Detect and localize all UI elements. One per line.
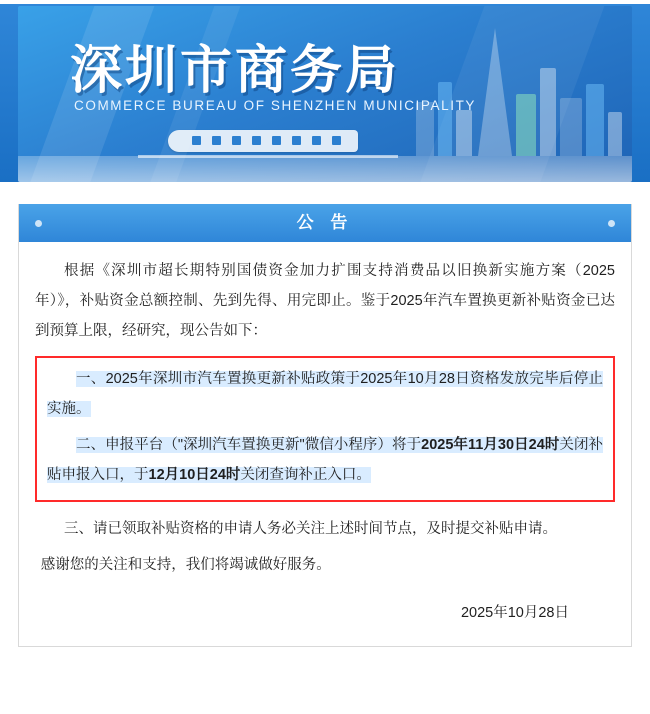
building-shape bbox=[456, 110, 472, 156]
train-window bbox=[232, 136, 241, 145]
building-shape bbox=[540, 68, 556, 156]
notice-thanks: 感谢您的关注和支持，我们将竭诚做好服务。 bbox=[40, 557, 331, 573]
item-2-part-e: 关闭查询补正入口。 bbox=[240, 467, 371, 483]
building-shape bbox=[438, 82, 452, 156]
banner-background bbox=[18, 6, 632, 182]
notice-item-3: 三、请已领取补贴资格的申请人务必关注上述时间节点，及时提交补贴申请。 bbox=[64, 521, 557, 537]
item-1-suffix: 资格发放完毕后停止实施。 bbox=[47, 371, 604, 417]
train-window bbox=[212, 136, 221, 145]
banner-subtitle: COMMERCE BUREAU OF SHENZHEN MUNICIPALITY bbox=[74, 98, 477, 113]
item-2-part-c: 关闭补贴申报入口，于 bbox=[47, 437, 604, 483]
notice-item-1 bbox=[47, 364, 603, 424]
item-2-deadline-2: 12月10日24时 bbox=[148, 467, 241, 483]
building-shape bbox=[586, 84, 604, 156]
decorative-dot-right bbox=[608, 220, 615, 227]
banner-ground bbox=[18, 156, 632, 182]
decorative-dot-left bbox=[35, 220, 42, 227]
page-content bbox=[0, 204, 650, 647]
notice-title: 公 告 bbox=[296, 213, 354, 232]
notice-date: 2025年10月28日 bbox=[460, 605, 569, 621]
item-1-prefix: 一、2025年深圳市汽车置换更新补贴政策于 bbox=[76, 371, 361, 387]
ping-an-tower-shape bbox=[478, 28, 512, 156]
rail-line bbox=[138, 155, 398, 158]
building-shape bbox=[608, 112, 622, 156]
train-window bbox=[272, 136, 281, 145]
train-window bbox=[332, 136, 341, 145]
train-window bbox=[292, 136, 301, 145]
notice-item-2 bbox=[47, 430, 603, 490]
highlighted-section bbox=[35, 356, 615, 502]
train-window bbox=[312, 136, 321, 145]
notice-paragraph-intro: 根据《深圳市超长期特别国债资金加力扩围支持消费品以旧换新实施方案（2025年）》，补贴资金总额控制、先到先得、用完即止。鉴于2025年汽车置换更新补贴资金已达到预算上限，经研究，现公告如下： bbox=[35, 263, 615, 339]
building-shape bbox=[560, 98, 582, 156]
notice-card bbox=[18, 204, 632, 647]
train-window bbox=[252, 136, 261, 145]
notice-header bbox=[19, 204, 631, 242]
item-1-date: 2025年10月28日 bbox=[360, 371, 471, 387]
banner-title: 深圳市商务局 bbox=[70, 41, 401, 101]
item-2-deadline-1: 2025年11月30日24时 bbox=[421, 437, 560, 453]
building-shape bbox=[516, 94, 536, 156]
item-2-part-a: 二、申报平台（"深圳汽车置换更新"微信小程序）将于 bbox=[76, 437, 422, 453]
train-window bbox=[192, 136, 201, 145]
notice-body bbox=[19, 242, 631, 646]
skyline-illustration bbox=[416, 26, 626, 156]
train-illustration bbox=[168, 130, 358, 152]
site-banner bbox=[0, 0, 650, 182]
